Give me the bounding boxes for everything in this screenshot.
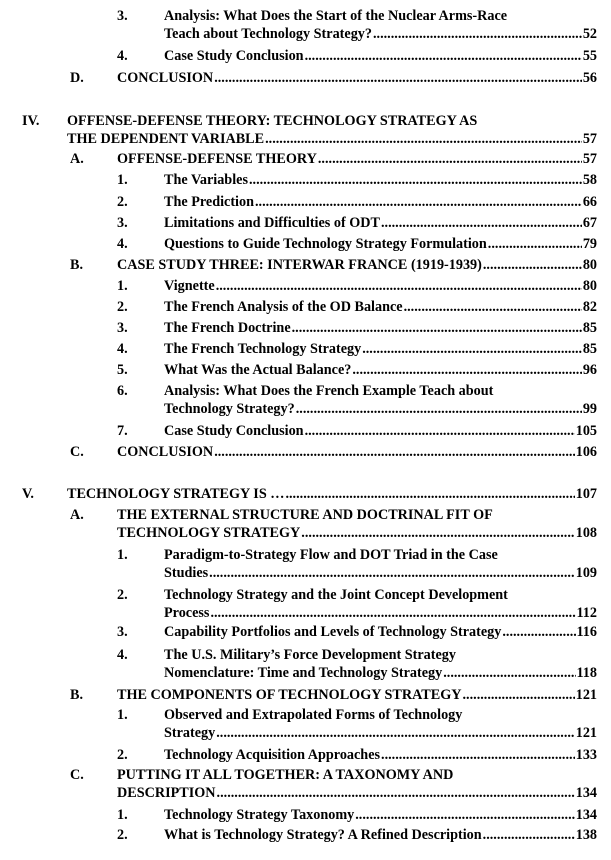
toc-entry-number: 1.	[117, 278, 128, 294]
toc-entry-title-continued: DESCRIPTION	[117, 785, 216, 801]
toc-entry-number: D.	[70, 70, 84, 86]
dot-leader	[404, 299, 582, 316]
toc-entry[interactable]	[164, 827, 597, 844]
toc-entry-number: 1.	[117, 547, 128, 563]
toc-entry[interactable]	[164, 747, 597, 764]
toc-entry-title: The French Technology Strategy	[164, 341, 362, 357]
toc-entry-number: 2.	[117, 194, 128, 210]
toc-page-number: 121	[575, 725, 597, 741]
dot-leader	[216, 278, 582, 295]
toc-entry-title: THE COMPONENTS OF TECHNOLOGY STRATEGY	[117, 687, 462, 703]
toc-entry-number: 4.	[117, 647, 128, 663]
toc-entry[interactable]	[117, 151, 597, 168]
toc-entry[interactable]	[164, 665, 597, 682]
dot-leader	[305, 48, 582, 65]
toc-page-number: 99	[582, 401, 597, 417]
toc-page-number: 85	[582, 341, 597, 357]
toc-page-number: 133	[575, 747, 597, 763]
toc-entry[interactable]	[117, 257, 597, 274]
toc-entry[interactable]	[164, 341, 597, 358]
toc-page-number: 109	[575, 565, 597, 581]
toc-entry-title: The Prediction	[164, 194, 254, 210]
dot-leader	[214, 444, 575, 461]
toc-page-number: 106	[575, 444, 597, 460]
toc-entry[interactable]	[164, 26, 597, 43]
toc-entry-number: 7.	[117, 423, 128, 439]
toc-entry-title: What Was the Actual Balance?	[164, 362, 352, 378]
toc-entry-number: 6.	[117, 383, 128, 399]
toc-entry-number: 1.	[117, 807, 128, 823]
toc-entry-title: The Variables	[164, 172, 248, 188]
toc-entry[interactable]	[164, 624, 597, 641]
toc-entry-title: Capability Portfolios and Levels of Technology Strategy	[164, 624, 502, 640]
toc-entry-number: 4.	[117, 48, 128, 64]
toc-entry-number: B.	[70, 257, 84, 273]
toc-page-number: 80	[582, 278, 597, 294]
toc-entry-title: Observed and Extrapolated Forms of Technology	[164, 707, 463, 723]
toc-entry-title: Analysis: What Does the French Example Teach about	[164, 383, 494, 399]
toc-entry-title: The French Doctrine	[164, 320, 291, 336]
toc-page-number: 56	[582, 70, 597, 86]
toc-entry-title: Technology Strategy and the Joint Concept Development	[164, 587, 508, 603]
toc-entry-title: OFFENSE-DEFENSE THEORY	[117, 151, 317, 167]
toc-entry[interactable]	[164, 807, 597, 824]
toc-page-number: 79	[582, 236, 597, 252]
toc-entry-title-continued: Process	[164, 605, 210, 621]
toc-entry[interactable]	[164, 401, 597, 418]
toc-entry[interactable]	[117, 785, 597, 802]
toc-entry-title: Technology Strategy Taxonomy	[164, 807, 355, 823]
toc-entry-number: B.	[70, 687, 84, 703]
toc-entry-title: Limitations and Difficulties of ODT	[164, 215, 380, 231]
toc-entry[interactable]	[117, 70, 597, 87]
toc-page-number: 108	[575, 525, 597, 541]
toc-entry-title: CASE STUDY THREE: INTERWAR FRANCE (1919-1939)	[117, 257, 482, 273]
toc-entry[interactable]	[164, 605, 597, 622]
toc-entry[interactable]	[117, 525, 597, 542]
dot-leader	[318, 151, 582, 168]
dot-leader	[381, 215, 582, 232]
toc-entry-number: 3.	[117, 8, 128, 24]
toc-page-number: 116	[576, 624, 597, 640]
toc-entry-number: 5.	[117, 362, 128, 378]
toc-page-number: 134	[575, 807, 597, 823]
toc-entry-title: Case Study Conclusion	[164, 48, 304, 64]
toc-entry-number: 2.	[117, 827, 128, 843]
toc-entry-title-continued: Technology Strategy?	[164, 401, 295, 417]
toc-page-number: 85	[582, 320, 597, 336]
toc-entry-number: 1.	[117, 707, 128, 723]
dot-leader	[362, 341, 582, 358]
toc-entry-title: Case Study Conclusion	[164, 423, 304, 439]
toc-entry[interactable]	[67, 131, 597, 148]
dot-leader	[210, 605, 575, 622]
dot-leader	[285, 486, 574, 503]
toc-page-number: 57	[582, 151, 597, 167]
toc-entry[interactable]	[164, 725, 597, 742]
toc-entry-title-continued: Nomenclature: Time and Technology Strategy	[164, 665, 443, 681]
toc-page-number: 118	[576, 665, 597, 681]
toc-entry[interactable]	[164, 320, 597, 337]
toc-page-number: 134	[575, 785, 597, 801]
toc-entry[interactable]	[164, 172, 597, 189]
dot-leader	[216, 725, 575, 742]
toc-entry[interactable]	[164, 362, 597, 379]
toc-entry[interactable]	[117, 444, 597, 461]
toc-entry[interactable]	[117, 687, 597, 704]
dot-leader	[209, 565, 575, 582]
dot-leader	[296, 401, 582, 418]
toc-entry-title: Vignette	[164, 278, 215, 294]
dot-leader	[483, 827, 575, 844]
toc-page-number: 52	[582, 26, 597, 42]
toc-entry-title: CONCLUSION	[117, 444, 214, 460]
toc-page-number: 55	[582, 48, 597, 64]
toc-entry[interactable]	[164, 194, 597, 211]
toc-entry-number: 3.	[117, 215, 128, 231]
toc-entry-title: THE EXTERNAL STRUCTURE AND DOCTRINAL FIT OF	[117, 507, 493, 523]
toc-entry-title: The U.S. Military’s Force Development Strategy	[164, 647, 456, 663]
dot-leader	[488, 236, 582, 253]
toc-entry-title: Paradigm-to-Strategy Flow and DOT Triad in the Case	[164, 547, 498, 563]
toc-page-number: 58	[582, 172, 597, 188]
toc-entry[interactable]	[164, 299, 597, 316]
dot-leader	[249, 172, 582, 189]
toc-entry-number: 3.	[117, 624, 128, 640]
toc-entry-title: TECHNOLOGY STRATEGY IS …	[67, 486, 285, 502]
toc-entry-number: 2.	[117, 587, 128, 603]
toc-entry-title-continued: Studies	[164, 565, 209, 581]
toc-entry-number: 2.	[117, 747, 128, 763]
toc-entry-title: Analysis: What Does the Start of the Nuclear Arms-Race	[164, 8, 508, 24]
toc-entry-number: V.	[22, 486, 34, 502]
toc-page-number: 82	[582, 299, 597, 315]
toc-entry-number: C.	[70, 767, 84, 783]
toc-page-number: 105	[575, 423, 597, 439]
toc-page-number: 138	[575, 827, 597, 843]
dot-leader	[217, 785, 575, 802]
toc-entry-number: 4.	[117, 341, 128, 357]
toc-entry[interactable]	[164, 565, 597, 582]
toc-entry-number: 3.	[117, 320, 128, 336]
dot-leader	[305, 423, 575, 440]
toc-page-number: 57	[582, 131, 597, 147]
dot-leader	[502, 624, 575, 641]
toc-entry[interactable]	[164, 236, 597, 253]
toc-page-number: 107	[575, 486, 597, 502]
toc-entry-number: C.	[70, 444, 84, 460]
toc-page-number: 80	[582, 257, 597, 273]
toc-entry-title-continued: THE DEPENDENT VARIABLE	[67, 131, 265, 147]
toc-page-number: 121	[575, 687, 597, 703]
toc-entry-title: What is Technology Strategy? A Refined Description	[164, 827, 482, 843]
toc-entry[interactable]	[164, 215, 597, 232]
dot-leader	[483, 257, 582, 274]
dot-leader	[214, 70, 582, 87]
dot-leader	[255, 194, 582, 211]
toc-entry-title-continued: Strategy	[164, 725, 216, 741]
toc-entry-title-continued: TECHNOLOGY STRATEGY	[117, 525, 301, 541]
dot-leader	[301, 525, 574, 542]
toc-entry-number: 1.	[117, 172, 128, 188]
toc-entry-title: The French Analysis of the OD Balance	[164, 299, 403, 315]
toc-entry-title: CONCLUSION	[117, 70, 214, 86]
toc-entry-number: A.	[70, 507, 84, 523]
toc-entry-title: OFFENSE-DEFENSE THEORY: TECHNOLOGY STRATEGY AS	[67, 113, 478, 129]
toc-entry-title: Technology Acquisition Approaches	[164, 747, 381, 763]
dot-leader	[352, 362, 581, 379]
toc-entry[interactable]	[164, 423, 597, 440]
toc-entry-title: PUTTING IT ALL TOGETHER: A TAXONOMY AND	[117, 767, 454, 783]
dot-leader	[381, 747, 575, 764]
dot-leader	[443, 665, 575, 682]
dot-leader	[373, 26, 582, 43]
toc-entry[interactable]	[164, 48, 597, 65]
toc-entry-title: Questions to Guide Technology Strategy Formulation	[164, 236, 487, 252]
toc-entry-title-continued: Teach about Technology Strategy?	[164, 26, 372, 42]
toc-page-number: 67	[582, 215, 597, 231]
toc-entry[interactable]	[67, 486, 597, 503]
toc-page-number: 112	[576, 605, 597, 621]
dot-leader	[292, 320, 582, 337]
toc-page-number: 96	[582, 362, 597, 378]
toc-entry-number: 2.	[117, 299, 128, 315]
dot-leader	[265, 131, 582, 148]
toc-entry-number: A.	[70, 151, 84, 167]
toc-entry[interactable]	[164, 278, 597, 295]
toc-entry-number: IV.	[22, 113, 40, 129]
toc-page-number: 66	[582, 194, 597, 210]
toc-entry-number: 4.	[117, 236, 128, 252]
dot-leader	[355, 807, 574, 824]
dot-leader	[463, 687, 575, 704]
